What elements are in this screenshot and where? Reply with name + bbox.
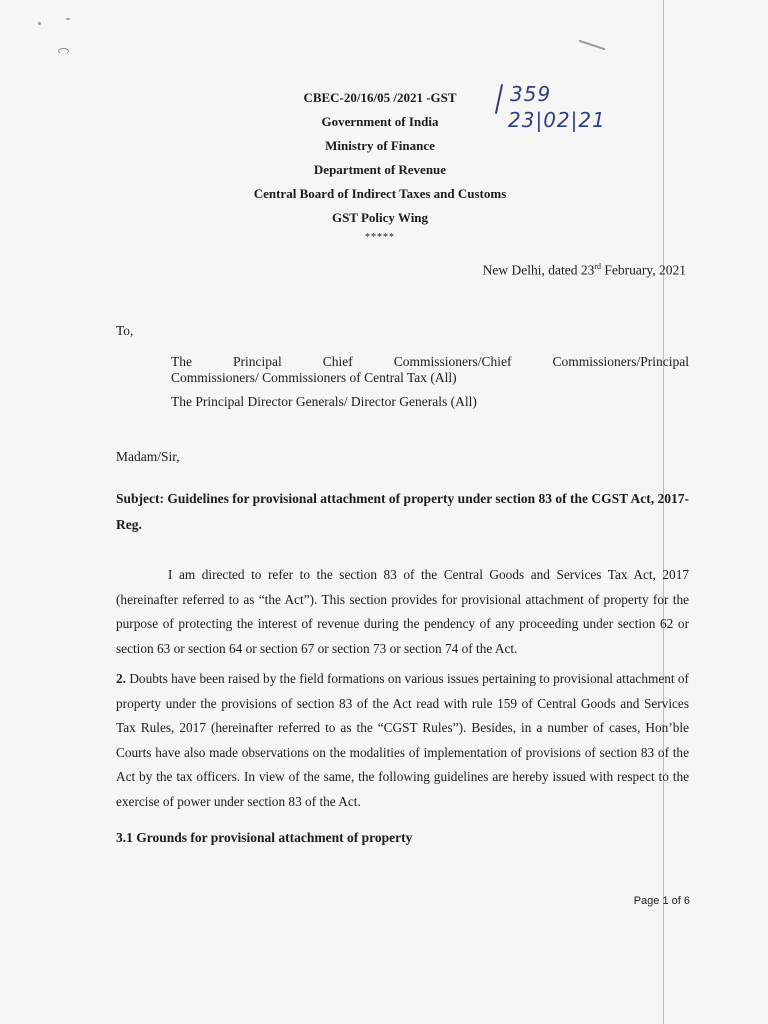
salutation: Madam/Sir,	[116, 449, 180, 464]
date-prefix: New Delhi, dated 23	[482, 262, 595, 278]
scan-speck	[58, 48, 69, 54]
letterhead	[200, 82, 606, 246]
recipient-word: Commissioners/Chief	[393, 354, 512, 369]
paragraph-1: I am directed to refer to the section 83 of the Central Goods and Services Tax Act, 2017 (hereinafter referred to as “the Act”). This section provides for provisional attachment of property for the purpose of protecting the interest of revenue during the pendency of any proceeding under section 62 or section 63 or section 64 or section 67 or section 73 or section 74 of the Act.	[116, 567, 689, 656]
handwritten-date: 23|02|21	[508, 108, 606, 132]
recipient-line-3: The Principal Director Generals/ Director Generals (All)	[171, 394, 477, 409]
date-rest: February, 2021	[601, 262, 686, 278]
separator-stars: *****	[365, 232, 395, 243]
recipient-word: Chief	[322, 354, 353, 369]
paragraph-2-text: Doubts have been raised by the field formations on various issues pertaining to provisional attachment of property under the provisions of section 83 of the Act read with rule 159 of Central Goods and Services Tax Rules, 2017 (hereinafter referred to as the “CGST Rules”). Besides, in a number of cases, Hon’ble Courts have also made observations on the modalities of implementation of provisions of section 83 of the Act by the tax officers. In view of the same, the following guidelines are hereby issued with respect to the exercise of power under section 83 of the Act.	[116, 671, 689, 809]
handwritten-number: 359	[510, 82, 552, 106]
scan-speck	[66, 18, 70, 20]
wing-line: GST Policy Wing	[331, 210, 429, 225]
ministry-line: Ministry of Finance	[325, 138, 435, 153]
government-line: Government of India	[321, 114, 439, 129]
recipient-word: Commissioners/Principal	[552, 354, 689, 369]
paragraph-number: 2.	[116, 671, 126, 686]
date-ordinal: rd	[594, 262, 602, 271]
date-line	[483, 262, 686, 279]
recipients-block	[171, 354, 689, 410]
handwritten-slash	[495, 84, 503, 114]
scan-speck	[578, 40, 605, 51]
board-line: Central Board of Indirect Taxes and Customs	[253, 186, 507, 201]
page-number: Page 1 of 6	[633, 895, 690, 907]
subject-line: Subject: Guidelines for provisional attachment of property under section 83 of the CGST Act, 2017-Reg.	[116, 491, 689, 532]
section-heading: 3.1 Grounds for provisional attachment of property	[116, 830, 413, 845]
to-label: To,	[116, 323, 134, 338]
reference-number: CBEC-20/16/05 /2021 -GST	[303, 90, 457, 105]
paragraph-2	[116, 667, 689, 814]
recipient-line-2: Commissioners/ Commissioners of Central Tax (All)	[171, 370, 457, 385]
recipient-line-1	[171, 354, 689, 370]
recipient-word: Principal	[233, 354, 282, 369]
recipient-word: The	[171, 354, 192, 369]
department-line: Department of Revenue	[313, 162, 447, 177]
scan-speck	[38, 22, 41, 25]
